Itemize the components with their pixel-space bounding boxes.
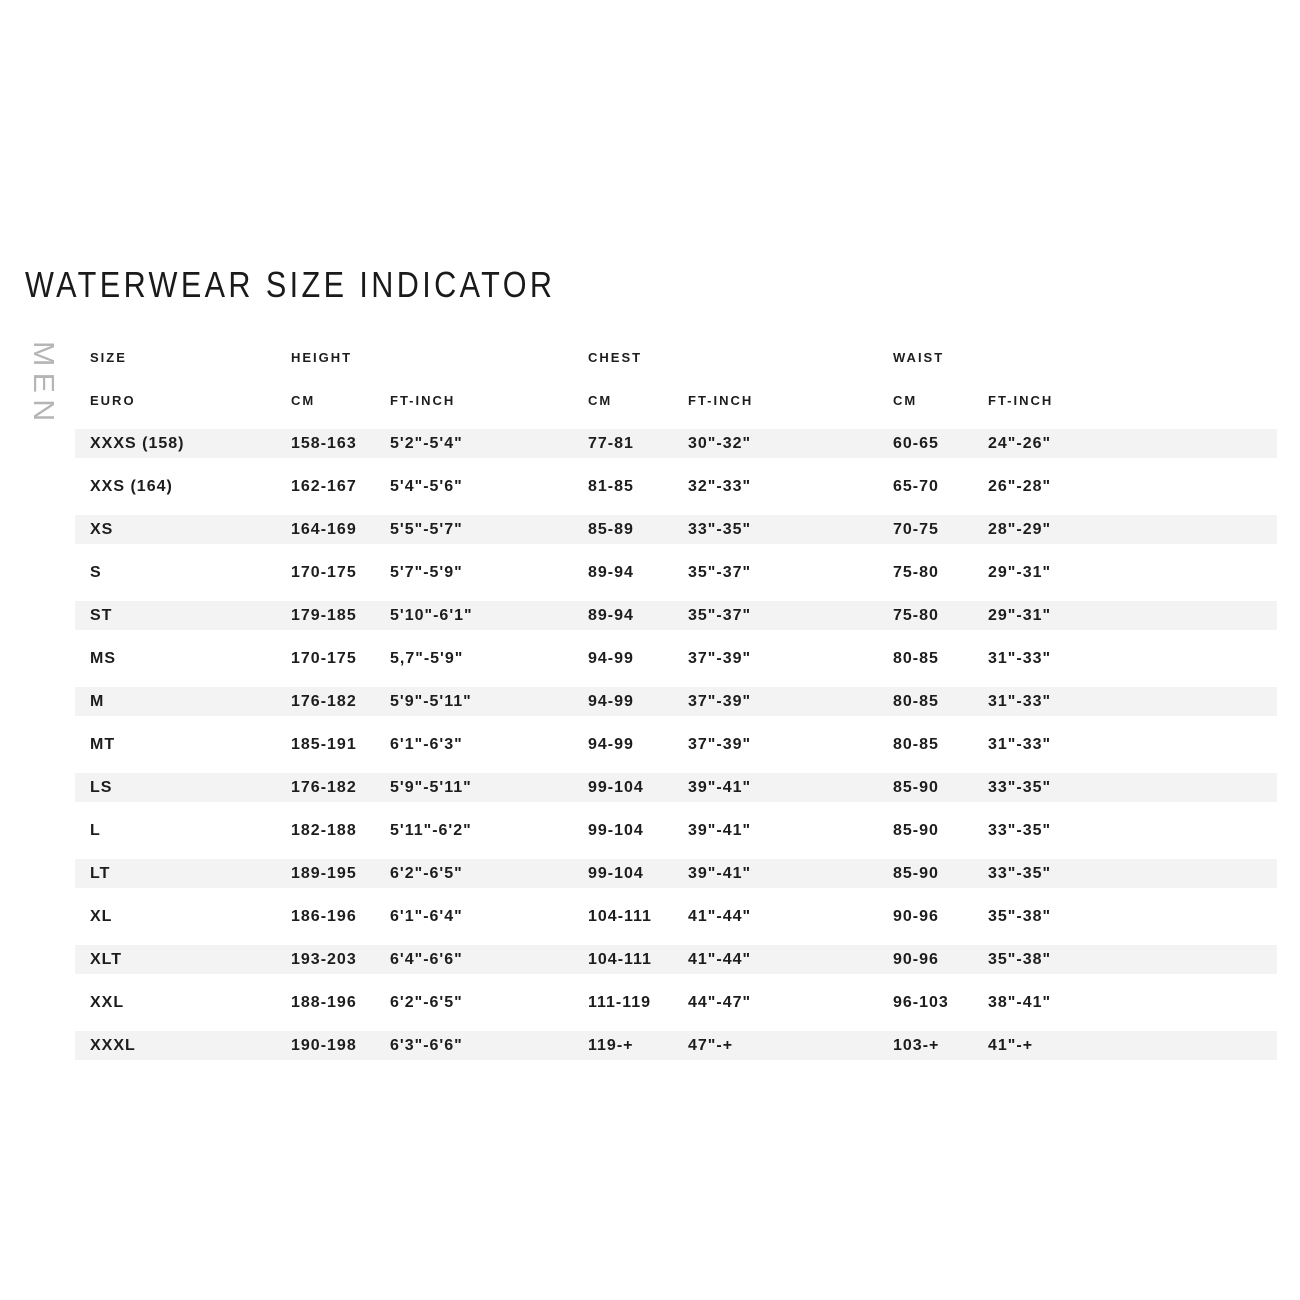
table-row (75, 551, 1277, 594)
table-row (75, 594, 1277, 637)
chest-ftinch-cell: 35"-37" (688, 563, 752, 581)
height-ftinch-cell: 5'5"-5'7" (390, 520, 463, 538)
waist-ftinch-cell: 38"-41" (988, 993, 1052, 1011)
chest-cm-cell: 94-99 (588, 735, 634, 753)
waist-ftinch-cell: 41"-+ (988, 1036, 1034, 1054)
euro-cell: ST (90, 606, 113, 624)
waist-ftinch-cell: 24"-26" (988, 434, 1052, 452)
chest-cm-cell: 99-104 (588, 821, 644, 839)
waist-cm-cell: 75-80 (893, 563, 939, 581)
table-row (75, 809, 1277, 852)
waist-cm-cell: 80-85 (893, 649, 939, 667)
euro-cell: XXS (164) (90, 477, 173, 495)
height-cm-cell: 176-182 (291, 692, 357, 710)
chest-cm-cell: 77-81 (588, 434, 634, 452)
column-header-waist-cm: CM (893, 393, 918, 408)
chest-ftinch-cell: 35"-37" (688, 606, 752, 624)
euro-cell: XXXL (90, 1036, 136, 1054)
height-cm-cell: 185-191 (291, 735, 357, 753)
euro-cell: MS (90, 649, 116, 667)
waist-cm-cell: 90-96 (893, 950, 939, 968)
column-header-height-cm: CM (291, 393, 316, 408)
height-cm-cell: 179-185 (291, 606, 357, 624)
chest-ftinch-cell: 39"-41" (688, 778, 752, 796)
men-section-label: MEN (27, 341, 59, 428)
waist-ftinch-cell: 31"-33" (988, 692, 1052, 710)
chest-cm-cell: 89-94 (588, 563, 634, 581)
euro-cell: XS (90, 520, 114, 538)
height-ftinch-cell: 5'7"-5'9" (390, 563, 463, 581)
waist-cm-cell: 96-103 (893, 993, 949, 1011)
chest-cm-cell: 111-119 (588, 993, 652, 1011)
table-row (75, 981, 1277, 1024)
height-cm-cell: 164-169 (291, 520, 357, 538)
height-cm-cell: 188-196 (291, 993, 357, 1011)
euro-cell: M (90, 692, 105, 710)
table-row (75, 465, 1277, 508)
chest-cm-cell: 81-85 (588, 477, 634, 495)
height-ftinch-cell: 5'10"-6'1" (390, 606, 473, 624)
table-row (75, 637, 1277, 680)
height-cm-cell: 193-203 (291, 950, 357, 968)
waist-cm-cell: 90-96 (893, 907, 939, 925)
waist-ftinch-cell: 28"-29" (988, 520, 1052, 538)
height-ftinch-cell: 6'1"-6'4" (390, 907, 463, 925)
height-ftinch-cell: 6'2"-6'5" (390, 993, 463, 1011)
height-ftinch-cell: 5'9"-5'11" (390, 778, 472, 796)
chest-ftinch-cell: 47"-+ (688, 1036, 734, 1054)
height-ftinch-cell: 6'2"-6'5" (390, 864, 463, 882)
chest-ftinch-cell: 44"-47" (688, 993, 752, 1011)
height-ftinch-cell: 5'4"-5'6" (390, 477, 463, 495)
waist-ftinch-cell: 29"-31" (988, 606, 1052, 624)
table-row (75, 852, 1277, 895)
euro-cell: XL (90, 907, 113, 925)
table-row (75, 766, 1277, 809)
waist-ftinch-cell: 33"-35" (988, 778, 1052, 796)
column-group-height: HEIGHT (291, 350, 353, 365)
waist-cm-cell: 85-90 (893, 778, 939, 796)
chest-cm-cell: 104-111 (588, 907, 652, 925)
column-header-chest-cm: CM (588, 393, 613, 408)
height-ftinch-cell: 5'11"-6'2" (390, 821, 472, 839)
table-group-header-row (75, 336, 1277, 379)
waist-ftinch-cell: 35"-38" (988, 907, 1052, 925)
table-row (75, 938, 1277, 981)
column-header-waist-ftinch: FT-INCH (988, 393, 1054, 408)
column-group-waist: WAIST (893, 350, 945, 365)
waist-cm-cell: 65-70 (893, 477, 939, 495)
height-ftinch-cell: 5'9"-5'11" (390, 692, 472, 710)
column-header-chest-ftinch: FT-INCH (688, 393, 754, 408)
waist-cm-cell: 85-90 (893, 821, 939, 839)
height-ftinch-cell: 6'4"-6'6" (390, 950, 463, 968)
waist-ftinch-cell: 31"-33" (988, 649, 1052, 667)
chest-ftinch-cell: 39"-41" (688, 864, 752, 882)
table-row (75, 680, 1277, 723)
height-cm-cell: 170-175 (291, 649, 357, 667)
chest-ftinch-cell: 41"-44" (688, 907, 752, 925)
waist-cm-cell: 85-90 (893, 864, 939, 882)
table-row (75, 508, 1277, 551)
euro-cell: L (90, 821, 101, 839)
waist-ftinch-cell: 33"-35" (988, 821, 1052, 839)
chest-cm-cell: 94-99 (588, 649, 634, 667)
height-cm-cell: 190-198 (291, 1036, 357, 1054)
height-cm-cell: 186-196 (291, 907, 357, 925)
height-cm-cell: 182-188 (291, 821, 357, 839)
table-row (75, 422, 1277, 465)
chest-ftinch-cell: 32"-33" (688, 477, 752, 495)
waist-ftinch-cell: 33"-35" (988, 864, 1052, 882)
height-cm-cell: 158-163 (291, 434, 357, 452)
waist-ftinch-cell: 31"-33" (988, 735, 1052, 753)
column-header-height-ftinch: FT-INCH (390, 393, 456, 408)
table-row (75, 723, 1277, 766)
chest-cm-cell: 119-+ (588, 1036, 634, 1054)
table-body (75, 422, 1277, 1067)
column-group-size: SIZE (90, 350, 127, 365)
euro-cell: XLT (90, 950, 123, 968)
chest-cm-cell: 89-94 (588, 606, 634, 624)
waist-ftinch-cell: 35"-38" (988, 950, 1052, 968)
euro-cell: LS (90, 778, 113, 796)
chest-ftinch-cell: 37"-39" (688, 649, 752, 667)
euro-cell: LT (90, 864, 111, 882)
height-cm-cell: 189-195 (291, 864, 357, 882)
height-ftinch-cell: 5,7"-5'9" (390, 649, 464, 667)
chest-ftinch-cell: 39"-41" (688, 821, 752, 839)
table-row (75, 1024, 1277, 1067)
euro-cell: XXL (90, 993, 125, 1011)
waist-ftinch-cell: 29"-31" (988, 563, 1052, 581)
waist-cm-cell: 80-85 (893, 735, 939, 753)
waist-cm-cell: 60-65 (893, 434, 939, 452)
euro-cell: MT (90, 735, 116, 753)
chest-ftinch-cell: 37"-39" (688, 692, 752, 710)
column-group-chest: CHEST (588, 350, 643, 365)
size-table (75, 336, 1277, 1067)
height-ftinch-cell: 6'3"-6'6" (390, 1036, 463, 1054)
table-row (75, 895, 1277, 938)
chest-cm-cell: 99-104 (588, 864, 644, 882)
waist-cm-cell: 70-75 (893, 520, 939, 538)
chest-ftinch-cell: 33"-35" (688, 520, 752, 538)
waist-ftinch-cell: 26"-28" (988, 477, 1052, 495)
table-sub-header-row (75, 379, 1277, 422)
waist-cm-cell: 103-+ (893, 1036, 940, 1054)
height-cm-cell: 170-175 (291, 563, 357, 581)
height-ftinch-cell: 5'2"-5'4" (390, 434, 463, 452)
chest-cm-cell: 85-89 (588, 520, 634, 538)
chest-ftinch-cell: 37"-39" (688, 735, 752, 753)
euro-cell: XXXS (158) (90, 434, 185, 452)
chest-cm-cell: 94-99 (588, 692, 634, 710)
height-ftinch-cell: 6'1"-6'3" (390, 735, 463, 753)
waist-cm-cell: 80-85 (893, 692, 939, 710)
column-header-euro: EURO (90, 393, 136, 408)
page-title: WATERWEAR SIZE INDICATOR (25, 264, 556, 306)
chest-cm-cell: 99-104 (588, 778, 644, 796)
chest-ftinch-cell: 41"-44" (688, 950, 752, 968)
waist-cm-cell: 75-80 (893, 606, 939, 624)
chest-ftinch-cell: 30"-32" (688, 434, 752, 452)
chest-cm-cell: 104-111 (588, 950, 652, 968)
euro-cell: S (90, 563, 102, 581)
height-cm-cell: 176-182 (291, 778, 357, 796)
height-cm-cell: 162-167 (291, 477, 357, 495)
